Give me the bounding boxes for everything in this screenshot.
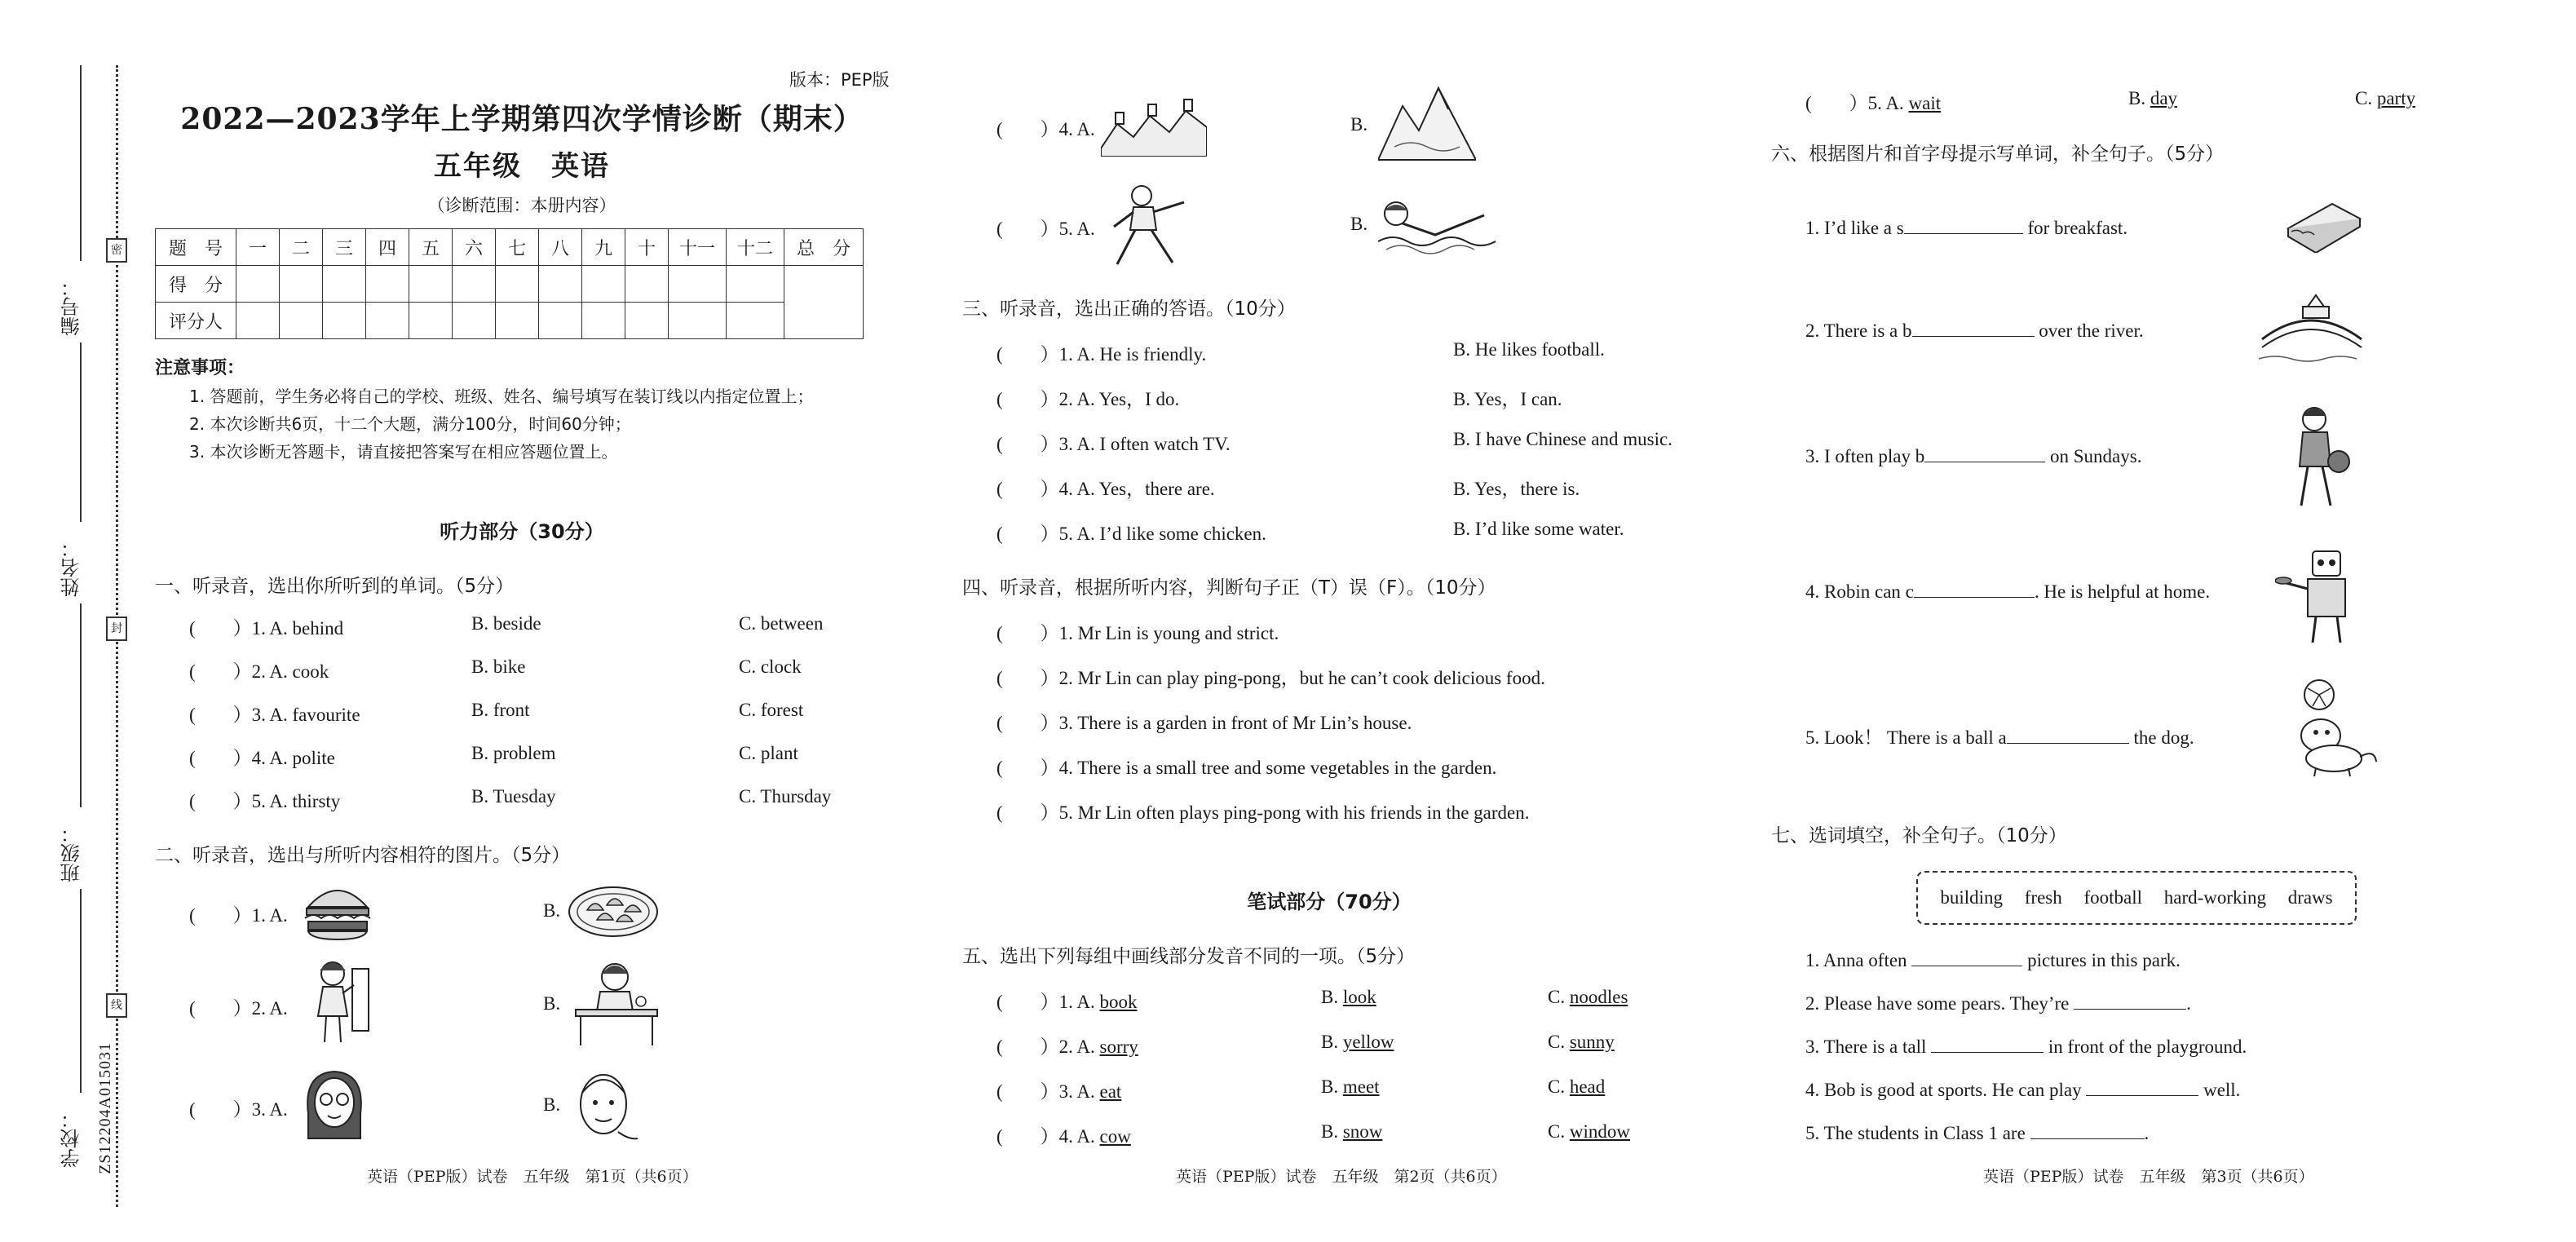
kungfu-boy-picture <box>1106 183 1195 269</box>
score-cell[interactable] <box>625 266 669 303</box>
sec1-title: 一、听录音，选出你所听到的单词。（5分） <box>155 576 515 597</box>
bridge-picture <box>2259 290 2365 364</box>
boy-basketball-picture <box>2283 404 2357 512</box>
option-a-word: book <box>1099 992 1138 1012</box>
sec1-item-1: ( ）1. A. behind <box>189 618 344 639</box>
sec7-item-2 <box>1805 992 2191 1014</box>
grader-cell[interactable] <box>669 303 727 339</box>
item-text: ）3. A. favourite <box>232 705 360 725</box>
sec2-item-5: ( ）5. A. <box>996 219 1095 239</box>
score-cell[interactable] <box>366 266 409 303</box>
answer-blank[interactable] <box>1924 445 2045 462</box>
score-header-cell: 题 号 <box>156 229 236 266</box>
option-b <box>1321 987 1376 1008</box>
item-suffix: . <box>2144 1123 2150 1143</box>
word-bank-item: building <box>1940 887 2004 908</box>
score-header-cell: 二 <box>280 229 323 266</box>
option-b: B. <box>1350 214 1368 234</box>
sec1-item-3: ( ）3. A. favourite <box>189 705 360 725</box>
seal-mark-mi: 密 <box>106 238 127 263</box>
option-b <box>2128 88 2177 109</box>
option-b: B. <box>543 900 561 921</box>
item-prefix: 3. I often play b <box>1805 446 1925 466</box>
score-row-label: 得 分 <box>156 266 236 303</box>
sec5-item-5: ( ）5. A. wait <box>1805 93 1942 113</box>
item-suffix: . He is helpful at home. <box>2034 581 2211 602</box>
item-text: ）1. A. behind <box>232 618 344 639</box>
score-table <box>155 228 864 339</box>
item-text: ）4. A. polite <box>232 748 335 768</box>
sec6-title: 六、根据图片和首字母提示写单词，补全句子。（5分） <box>1771 144 2225 165</box>
girl-drawing-picture <box>302 957 380 1049</box>
mountains-picture <box>1378 82 1476 163</box>
sec3-item-5: ( ）5. A. I’d like some chicken. <box>996 524 1266 544</box>
sec6-item-2 <box>1805 320 2144 342</box>
option-a-word: sorry <box>1099 1036 1138 1057</box>
score-header-cell: 总 分 <box>784 229 864 266</box>
item-text: ）1. A. He is friendly. <box>1040 344 1207 365</box>
robot-cooking-picture <box>2275 545 2365 646</box>
page1-footer: 英语（PEP版）试卷 五年级 第1页（共6页） <box>367 1168 698 1186</box>
item-text: ）5. Mr Lin often plays ping-pong with his friends in the garden. <box>1040 802 1530 823</box>
sec5-item-1: ( ）1. A. book <box>996 992 1138 1012</box>
option-c: C. plant <box>739 743 798 763</box>
paper-code: ZS12204A015031 <box>96 1042 114 1174</box>
item-text: ）5. A. thirsty <box>232 791 341 811</box>
option-b <box>1321 1121 1382 1143</box>
item-suffix: for breakfast. <box>2022 218 2128 238</box>
option-c <box>2355 88 2415 109</box>
score-header-cell: 五 <box>409 229 453 266</box>
grader-cell[interactable] <box>366 303 409 339</box>
answer-blank[interactable] <box>2030 1122 2145 1139</box>
score-header-cell: 十一 <box>669 229 727 266</box>
sec3-item-2: ( ）2. A. Yes，I do. <box>996 389 1180 409</box>
option-b-word: look <box>1342 987 1376 1007</box>
option-b <box>1321 1032 1394 1053</box>
option-c-word: window <box>1569 1121 1630 1142</box>
item-suffix: over the river. <box>2034 320 2144 341</box>
option-b: B. <box>1350 114 1368 135</box>
item-text: ）5. A. I’d like some chicken. <box>1040 524 1266 544</box>
option-c <box>1548 987 1628 1008</box>
field-line-school[interactable] <box>80 889 82 1093</box>
score-cell[interactable] <box>727 266 784 303</box>
answer-blank[interactable] <box>1912 320 2035 337</box>
sec1-item-2: ( ）2. A. cook <box>189 661 329 682</box>
old-man-picture <box>569 1068 639 1143</box>
item-suffix: in front of the playground. <box>2044 1036 2247 1057</box>
field-line-class[interactable] <box>80 603 82 807</box>
exam-scope: （诊断范围：本册内容） <box>427 196 616 215</box>
item-text: ）3. A. <box>232 1099 288 1120</box>
item-prefix: 2. There is a b <box>1805 320 1912 341</box>
field-line-name[interactable] <box>80 343 82 522</box>
dog-with-ball-picture <box>2283 677 2381 778</box>
item-prefix: 5. Look！ There is a ball a <box>1805 727 2007 748</box>
item-text: ）2. A. cook <box>232 661 329 682</box>
option-label: C. <box>1548 987 1570 1007</box>
option-c <box>1548 1121 1630 1143</box>
edition-label: 版本：PEP版 <box>789 70 890 90</box>
item-text: ）4. A. <box>1040 1126 1100 1147</box>
field-line-number[interactable] <box>80 65 82 261</box>
option-b: B. Tuesday <box>471 786 556 807</box>
answer-blank[interactable] <box>1914 581 2035 598</box>
item-prefix: 2. Please have some pears. They’re <box>1805 993 2074 1014</box>
option-c-word: party <box>2376 88 2416 108</box>
option-label: B. <box>1321 987 1343 1007</box>
option-label: B. <box>1321 1076 1343 1097</box>
sec1-item-4: ( ）4. A. polite <box>189 748 335 768</box>
option-c: C. clock <box>739 656 802 677</box>
option-b-word: yellow <box>1342 1032 1394 1052</box>
item-suffix: well. <box>2198 1080 2241 1100</box>
option-c <box>1548 1076 1605 1098</box>
page2-footer: 英语（PEP版）试卷 五年级 第2页（共6页） <box>1176 1168 1507 1186</box>
sec7-item-4 <box>1805 1079 2240 1101</box>
option-b: B. Yes，I can. <box>1453 389 1562 409</box>
sec7-item-1 <box>1805 949 2181 971</box>
sec3-item-1: ( ）1. A. He is friendly. <box>996 344 1207 365</box>
option-label: B. <box>1321 1032 1343 1052</box>
sec7-item-3 <box>1805 1036 2247 1058</box>
item-prefix: 1. I’d like a s <box>1805 218 1904 238</box>
sec5-item-3: ( ）3. A. eat <box>996 1081 1122 1102</box>
option-b: B. problem <box>471 743 556 763</box>
sec4-item-1: ( ）1. Mr Lin is young and strict. <box>996 623 1279 643</box>
great-wall-picture <box>1101 91 1207 157</box>
word-bank-item: football <box>2083 887 2143 908</box>
sec6-item-4 <box>1805 581 2210 603</box>
sec5-item-2: ( ）2. A. sorry <box>996 1036 1138 1057</box>
option-a-word: cow <box>1099 1126 1131 1147</box>
note-1: 1. 答题前，学生务必将自己的学校、班级、姓名、编号填写在装订线以内指定位置上； <box>189 387 814 406</box>
option-b: B. <box>543 993 561 1014</box>
answer-blank[interactable] <box>1931 1036 2044 1053</box>
sec4-item-3: ( ）3. There is a garden in front of Mr Lin’s house. <box>996 713 1412 733</box>
score-cell[interactable] <box>669 266 727 303</box>
word-bank-item: fresh <box>2024 887 2062 908</box>
score-header-cell: 八 <box>539 229 582 266</box>
sec6-item-5 <box>1805 723 2194 749</box>
item-prefix: 4. Bob is good at sports. He can play <box>1805 1080 2087 1100</box>
writing-section-title: 笔试部分（70分） <box>1247 891 1412 913</box>
word-bank-item: hard-working <box>2163 887 2266 908</box>
item-text: ）3. There is a garden in front of Mr Lin’s house. <box>1040 713 1412 733</box>
answer-blank[interactable] <box>1904 217 2023 234</box>
option-c: C. forest <box>739 700 804 720</box>
grader-cell[interactable] <box>453 303 496 339</box>
sec7-title: 七、选词填空，补全句子。（10分） <box>1771 825 2067 846</box>
score-header-cell: 十二 <box>727 229 784 266</box>
option-a-word: eat <box>1099 1081 1122 1102</box>
item-prefix: 3. There is a tall <box>1805 1036 1932 1057</box>
item-text: ）3. A. I often watch TV. <box>1040 434 1231 454</box>
boy-at-desk-picture <box>571 959 662 1049</box>
option-label: B. <box>2128 88 2150 108</box>
option-c: C. Thursday <box>739 786 832 807</box>
exam-subtitle: 五年级 英语 <box>434 150 610 183</box>
option-b: B. bike <box>471 656 526 677</box>
option-b: B. front <box>471 700 530 720</box>
option-b: B. I have Chinese and music. <box>1453 429 1672 449</box>
field-label-class: 班级： <box>60 824 83 882</box>
score-header-cell: 一 <box>236 229 280 266</box>
sandwich-picture <box>2283 196 2365 253</box>
score-row <box>156 266 864 303</box>
option-b: B. He likes football. <box>1453 339 1605 360</box>
sec3-title: 三、听录音，选出正确的答语。（10分） <box>962 298 1296 320</box>
score-cell[interactable] <box>236 266 280 303</box>
sec4-item-5: ( ）5. Mr Lin often plays ping-pong with his friends in the garden. <box>996 802 1530 823</box>
option-b: B. Yes，there is. <box>1453 479 1580 499</box>
grader-cell[interactable] <box>539 303 582 339</box>
sec4-title: 四、听录音，根据所听内容，判断句子正（T）误（F）。（10分） <box>962 577 1496 599</box>
score-header-cell: 六 <box>453 229 496 266</box>
item-text: ）2. Mr Lin can play ping-pong，but he can’t cook delicious food. <box>1040 668 1545 688</box>
option-b-word: snow <box>1342 1121 1383 1142</box>
sec3-item-4: ( ）4. A. Yes，there are. <box>996 479 1215 499</box>
option-c: C. between <box>739 613 824 634</box>
sec4-item-4: ( ）4. There is a small tree and some vegetables in the garden. <box>996 758 1497 778</box>
page3-footer: 英语（PEP版）试卷 五年级 第3页（共6页） <box>1983 1168 2314 1186</box>
item-suffix: the dog. <box>2128 727 2194 748</box>
score-cell[interactable] <box>496 266 539 303</box>
sec6-item-3 <box>1805 445 2141 467</box>
sec3-item-3: ( ）3. A. I often watch TV. <box>996 434 1231 454</box>
answer-blank[interactable] <box>1911 949 2022 966</box>
woman-with-glasses-picture <box>300 1065 369 1143</box>
option-b: B. beside <box>471 613 541 634</box>
grader-cell[interactable] <box>409 303 453 339</box>
option-b: B. I’d like some water. <box>1453 519 1624 539</box>
answer-blank[interactable] <box>2074 992 2186 1010</box>
field-label-school: 学校： <box>60 1109 83 1168</box>
item-text: ）1. Mr Lin is young and strict. <box>1040 623 1279 643</box>
score-header-cell: 三 <box>323 229 366 266</box>
total-score-cell[interactable] <box>784 266 864 339</box>
grader-cell[interactable] <box>625 303 669 339</box>
score-header-cell: 九 <box>582 229 625 266</box>
sec1-item-5: ( ）5. A. thirsty <box>189 791 341 811</box>
option-c-word: noodles <box>1569 987 1628 1007</box>
option-label: C. <box>2355 88 2377 108</box>
option-label: B. <box>1321 1121 1343 1142</box>
score-cell[interactable] <box>582 266 625 303</box>
option-label: C. <box>1548 1121 1570 1142</box>
sec6-item-1 <box>1805 217 2128 239</box>
sec7-item-5 <box>1805 1122 2149 1144</box>
dumplings-plate-picture <box>566 882 661 939</box>
sec2-item-1: ( ）1. A. <box>189 905 288 926</box>
item-text: ）3. A. <box>1040 1081 1100 1102</box>
listening-section-title: 听力部分（30分） <box>440 520 604 543</box>
score-header-cell: 七 <box>496 229 539 266</box>
notes-title: 注意事项： <box>155 358 245 378</box>
item-text: ）2. A. <box>232 998 288 1019</box>
swimming-boy-picture <box>1378 191 1500 256</box>
item-suffix: pictures in this park. <box>2022 950 2181 970</box>
seal-mark-feng: 封 <box>106 617 127 641</box>
item-text: ）5. A. <box>1040 219 1095 239</box>
item-suffix: . <box>2186 993 2191 1014</box>
item-prefix: 4. Robin can c <box>1805 581 1914 602</box>
grader-row-label: 评分人 <box>156 303 236 339</box>
option-label: C. <box>1548 1076 1570 1097</box>
sec2-item-3: ( ）3. A. <box>189 1099 288 1120</box>
answer-blank[interactable] <box>2086 1079 2198 1096</box>
sec2-item-4: ( ）4. A. <box>996 119 1095 139</box>
score-table-header <box>156 229 864 266</box>
hamburger-picture <box>303 879 372 941</box>
grader-cell[interactable] <box>323 303 366 339</box>
grader-cell[interactable] <box>727 303 784 339</box>
note-2: 2. 本次诊断共6页，十二个大题，满分100分，时间60分钟； <box>189 414 631 434</box>
sec5-item-4: ( ）4. A. cow <box>996 1126 1131 1147</box>
option-label: C. <box>1548 1032 1570 1052</box>
note-3: 3. 本次诊断无答题卡，请直接把答案写在相应答题位置上。 <box>189 442 618 462</box>
field-label-name: 姓名： <box>60 538 83 597</box>
grader-cell[interactable] <box>582 303 625 339</box>
sec2-item-2: ( ）2. A. <box>189 998 288 1019</box>
option-b <box>1321 1076 1380 1098</box>
seal-mark-xian: 线 <box>106 993 127 1018</box>
grader-cell[interactable] <box>280 303 323 339</box>
grader-cell[interactable] <box>236 303 280 339</box>
option-a-word: wait <box>1908 93 1942 113</box>
field-label-number: 编号： <box>60 277 83 336</box>
score-cell[interactable] <box>323 266 366 303</box>
word-bank-item: draws <box>2287 887 2333 908</box>
item-text: ）4. A. Yes，there are. <box>1040 479 1215 499</box>
item-suffix: on Sundays. <box>2045 446 2142 466</box>
score-header-cell: 四 <box>366 229 409 266</box>
option-b-word: meet <box>1342 1076 1380 1097</box>
grader-cell[interactable] <box>496 303 539 339</box>
item-text: ）1. A. <box>232 905 288 926</box>
score-cell[interactable] <box>539 266 582 303</box>
score-header-cell: 十 <box>625 229 669 266</box>
score-cell[interactable] <box>280 266 323 303</box>
item-text: ）5. A. <box>1849 93 1909 113</box>
item-text: ）2. A. <box>1040 1036 1100 1057</box>
item-text: ）4. A. <box>1040 119 1095 139</box>
score-cell[interactable] <box>409 266 453 303</box>
item-text: ）1. A. <box>1040 992 1100 1012</box>
item-text: ）2. A. Yes，I do. <box>1040 389 1180 409</box>
item-text: ）4. There is a small tree and some vegetables in the garden. <box>1040 758 1497 778</box>
sec2-title: 二、听录音，选出与所听内容相符的图片。（5分） <box>155 845 571 866</box>
option-c-word: head <box>1569 1076 1606 1097</box>
sec4-item-2: ( ）2. Mr Lin can play ping-pong，but he can’t cook delicious food. <box>996 668 1545 688</box>
grader-row <box>156 303 864 339</box>
option-c <box>1548 1032 1615 1053</box>
option-c-word: sunny <box>1569 1032 1615 1052</box>
word-bank <box>1916 871 2357 925</box>
score-cell[interactable] <box>453 266 496 303</box>
item-prefix: 5. The students in Class 1 are <box>1805 1123 2030 1143</box>
sec5-title: 五、选出下列每组中画线部分发音不同的一项。（5分） <box>962 946 1416 967</box>
answer-blank[interactable] <box>2007 727 2129 744</box>
item-prefix: 1. Anna often <box>1805 950 1912 970</box>
option-b: B. <box>543 1094 561 1115</box>
exam-title: 2022—2023学年上学期第四次学情诊断（期末） <box>180 102 864 136</box>
option-b-word: day <box>2150 88 2178 108</box>
